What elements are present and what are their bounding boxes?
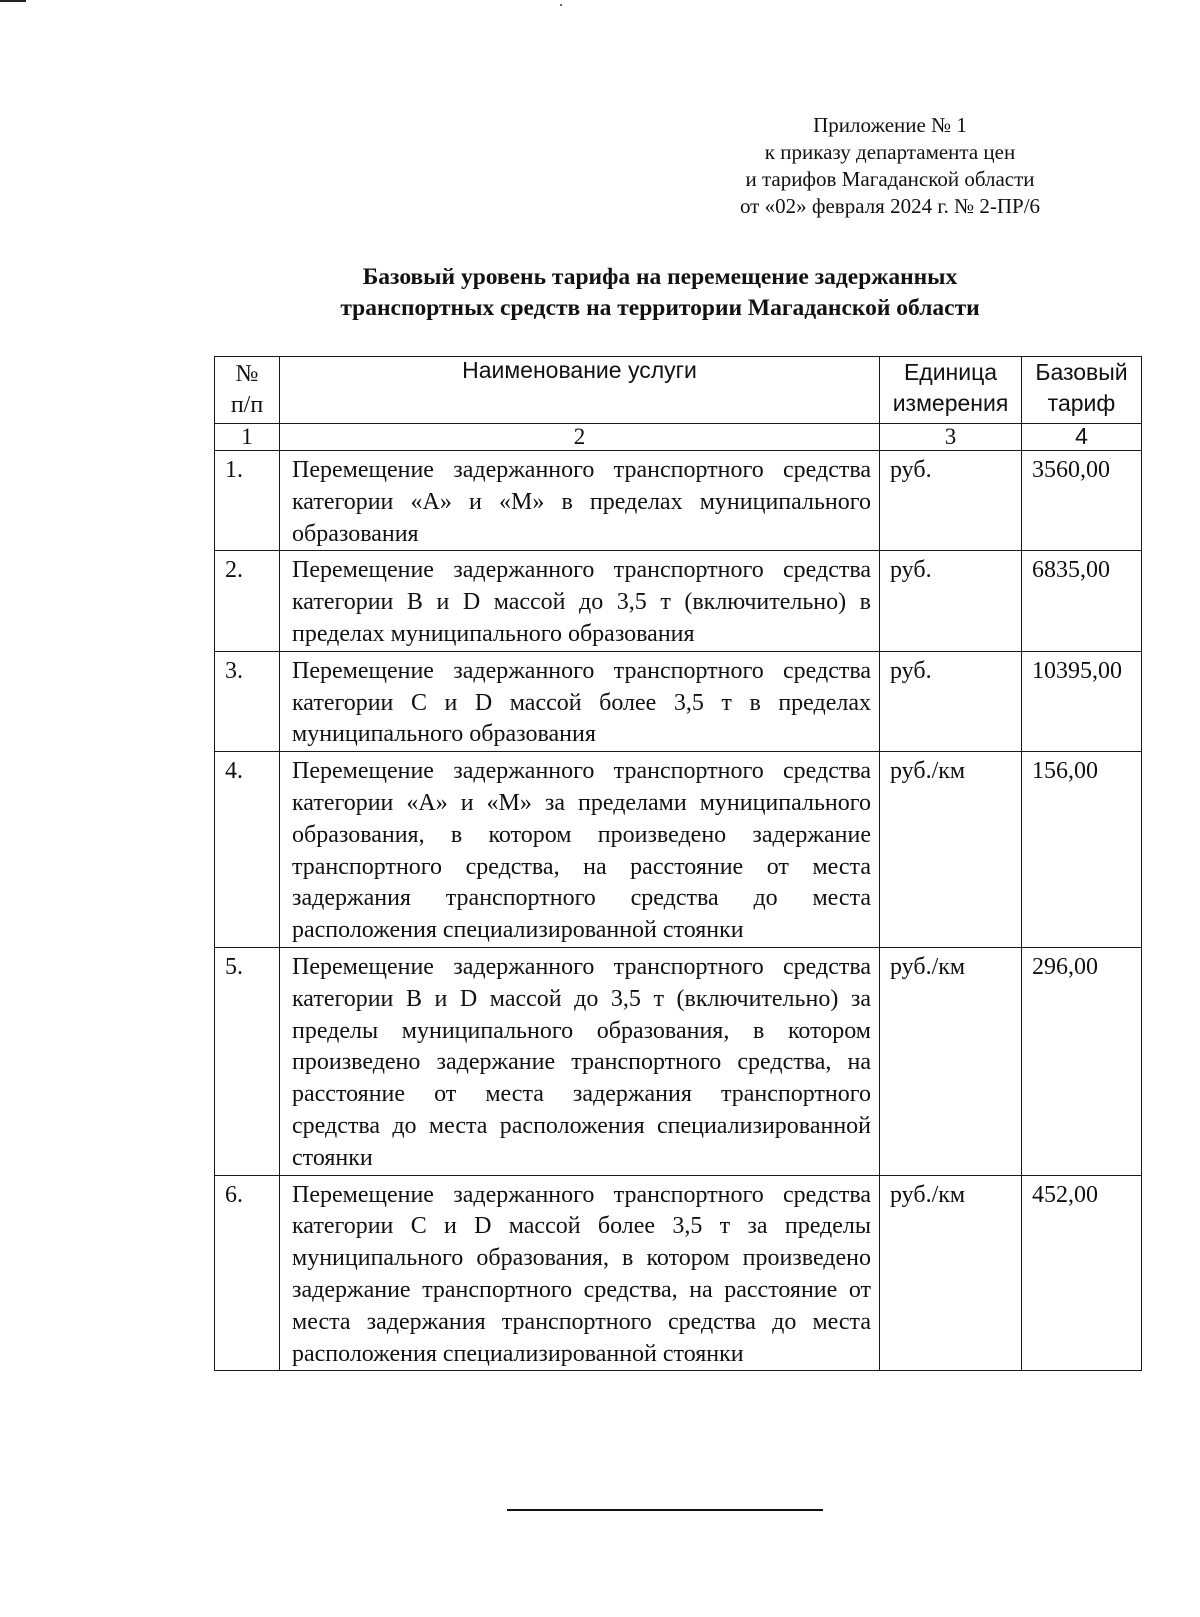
base-tariff: 6835,00	[1022, 551, 1142, 651]
header-tariff	[1022, 357, 1142, 424]
table-row	[215, 551, 1142, 651]
column-index-4: 4	[1022, 424, 1142, 451]
table-row	[215, 651, 1142, 751]
column-index-row	[215, 424, 1142, 451]
unit-of-measure: руб.	[880, 551, 1022, 651]
base-tariff: 156,00	[1022, 752, 1142, 948]
appendix-line-3: и тарифов Магаданской области	[745, 167, 1035, 191]
appendix-line-1: Приложение № 1	[813, 113, 967, 137]
unit-of-measure: руб./км	[880, 752, 1022, 948]
row-number: 3.	[215, 651, 280, 751]
row-number: 6.	[215, 1175, 280, 1371]
column-index-2: 2	[280, 424, 880, 451]
service-name: Перемещение задержанного транспортного средства категории B и D массой до 3,5 т (включительно) в пределах муниципального образования	[280, 551, 880, 651]
appendix-block	[700, 112, 1080, 220]
appendix-line-2: к приказу департамента цен	[764, 140, 1016, 164]
header-number-line-1: №	[235, 361, 259, 387]
closing-rule	[507, 1509, 823, 1511]
row-number: 4.	[215, 752, 280, 948]
unit-of-measure: руб.	[880, 651, 1022, 751]
document-title	[240, 262, 1080, 324]
unit-of-measure: руб./км	[880, 1175, 1022, 1371]
row-number: 2.	[215, 551, 280, 651]
tariff-table	[214, 356, 1142, 1371]
table-row	[215, 947, 1142, 1175]
service-name: Перемещение задержанного транспортного средства категории B и D массой до 3,5 т (включительно) за пределы муниципального образования, в котором произведено задержание транспортного средства, на расстояние от места задержания транспортного средства до места расположения специализированной стоянки	[280, 947, 880, 1175]
service-name: Перемещение задержанного транспортного средства категории «А» и «М» в пределах муниципального образования	[280, 451, 880, 551]
base-tariff: 3560,00	[1022, 451, 1142, 551]
table-row	[215, 752, 1142, 948]
header-service-name: Наименование услуги	[280, 357, 880, 424]
scan-speck	[560, 4, 562, 6]
header-unit-line-2: измерения	[892, 390, 1009, 416]
header-tariff-line-2: тариф	[1047, 390, 1116, 416]
header-unit	[880, 357, 1022, 424]
header-number-line-2: п/п	[230, 392, 264, 418]
scan-edge-mark	[0, 0, 26, 2]
unit-of-measure: руб./км	[880, 947, 1022, 1175]
service-name: Перемещение задержанного транспортного средства категории C и D массой более 3,5 т в пределах муниципального образования	[280, 651, 880, 751]
base-tariff: 452,00	[1022, 1175, 1142, 1371]
service-name: Перемещение задержанного транспортного средства категории C и D массой более 3,5 т за пределы муниципального образования, в котором произведено задержание транспортного средства, на расстояние от места задержания транспортного средства до места расположения специализированной стоянки	[280, 1175, 880, 1371]
header-row	[215, 357, 1142, 424]
table-row	[215, 1175, 1142, 1371]
service-name: Перемещение задержанного транспортного средства категории «А» и «М» за пределами муниципального образования, в котором произведено задержание транспортного средства, на расстояние от места задержания транспортного средства до места расположения специализированной стоянки	[280, 752, 880, 948]
header-tariff-line-1: Базовый	[1035, 359, 1128, 385]
column-index-3: 3	[880, 424, 1022, 451]
row-number: 1.	[215, 451, 280, 551]
row-number: 5.	[215, 947, 280, 1175]
header-unit-line-1: Единица	[903, 359, 998, 385]
unit-of-measure: руб.	[880, 451, 1022, 551]
table-row	[215, 451, 1142, 551]
header-number	[215, 357, 280, 424]
column-index-1: 1	[215, 424, 280, 451]
title-line-2: транспортных средств на территории Магаданской области	[340, 295, 980, 321]
base-tariff: 10395,00	[1022, 651, 1142, 751]
base-tariff: 296,00	[1022, 947, 1142, 1175]
title-line-1: Базовый уровень тарифа на перемещение задержанных	[362, 264, 958, 290]
appendix-line-4: от «02» февраля 2024 г. № 2-ПР/6	[739, 194, 1041, 218]
